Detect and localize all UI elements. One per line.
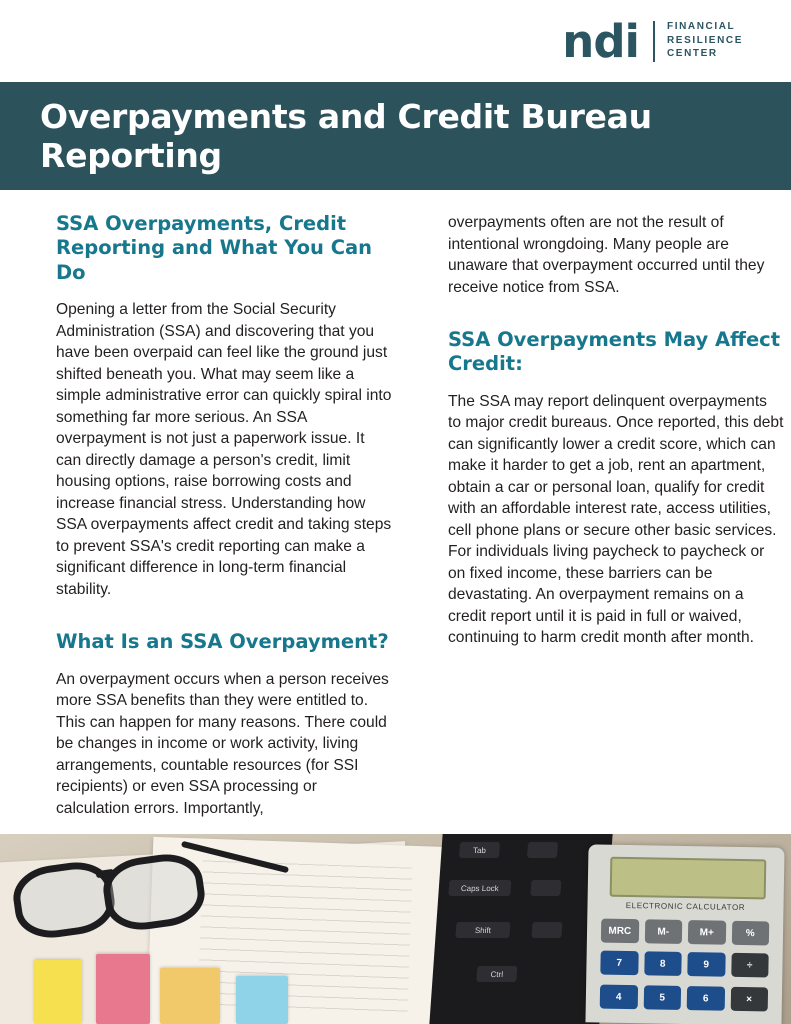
logo-tagline-line-3: CENTER (666, 48, 718, 60)
right-paragraph-1: overpayments often are not the result of intentional wrongdoing. Many people are unaware that overpayment occurred until they receive notice from SSA. (448, 214, 765, 296)
title-banner (0, 82, 791, 190)
keyboard-key-blank-1 (527, 842, 558, 858)
keyboard-key-blank-2 (530, 880, 561, 896)
calculator-row-3 (600, 985, 768, 1012)
sticky-note-pink (96, 954, 150, 1024)
sticky-note-yellow (34, 960, 82, 1024)
article-body (0, 190, 791, 819)
calculator-row-2 (600, 951, 768, 978)
logo-tagline-line-2: RESILIENCE (666, 34, 743, 46)
left-heading-1: SSA Overpayments, Credit Reporting and What You Can Do (56, 212, 373, 284)
calculator-key-multiply: × (730, 987, 768, 1012)
right-spacer (448, 316, 784, 328)
calculator-key-m-minus: M- (644, 919, 682, 944)
keyboard-key-caps-lock: Caps Lock (448, 880, 511, 896)
logo-wordmark: ndi (562, 14, 639, 68)
calculator-row-1 (601, 919, 769, 946)
printed-lines (197, 860, 412, 1017)
keyboard-key-shift: Shift (455, 922, 510, 938)
logo-tagline (655, 19, 743, 64)
calculator (585, 844, 784, 1024)
calculator-brand-label: ELECTRONIC CALCULATOR (625, 900, 746, 913)
calculator-key-7: 7 (600, 951, 638, 976)
left-paragraph-1: Opening a letter from the Social Security Administration (SSA) and discovering that you have been overpaid can feel like the ground just shifted beneath you. What may seem like a simple administrative error can quickly spiral into something far more serious. An SSA overpayment is not just a paperwork issue. It can directly damage a person's credit, limit housing options, raise borrowing costs and increase financial stress. Understanding how SSA overpayments affect credit and taking steps to prevent SSA's credit reporting can make a significant difference in long-term financial stability. (56, 301, 392, 598)
desk-photo (0, 834, 791, 1024)
calculator-display (610, 857, 767, 900)
calculator-key-divide: ÷ (731, 953, 769, 978)
calculator-key-6: 6 (687, 986, 725, 1011)
calculator-key-percent: % (731, 921, 769, 946)
sticky-note-blue (236, 976, 288, 1024)
calculator-key-m-plus: M+ (688, 920, 726, 945)
right-paragraph-2: The SSA may report delinquent overpayments to major credit bureaus. Once reported, this debt can significantly lower a credit score, which can make it harder to get a job, rent an apartment, obtain a car or personal loan, qualify for credit with an affordable interest rate, access utilities, cell phone plans or secure other basic services. For individuals living paycheck to paycheck or on fixed income, these barriers can be devastating. An overpayment remains on a credit report until it is paid in full or waived, continuing to harm credit month after month. (448, 392, 784, 647)
ndi-logo (562, 14, 743, 68)
logo-tagline-line-1: FINANCIAL (666, 21, 736, 33)
left-spacer (56, 618, 392, 630)
right-heading-1: SSA Overpayments May Affect Credit: (448, 328, 781, 376)
left-paragraph-2: An overpayment occurs when a person receives more SSA benefits than they were entitled to. This can happen for many reasons. There could be changes in income or work activity, living arrangements, countable resources (for SSI recipients) or even SSA processing or calculation errors. Importantly, (56, 670, 389, 817)
left-heading-2: What Is an SSA Overpayment? (56, 630, 389, 654)
calculator-key-9: 9 (687, 952, 725, 977)
keyboard-key-ctrl: Ctrl (476, 966, 517, 982)
calculator-key-8: 8 (644, 951, 682, 976)
right-column (448, 212, 784, 819)
keyboard-key-tab: Tab (459, 842, 500, 858)
calculator-key-4: 4 (600, 985, 638, 1010)
left-column (56, 212, 392, 819)
logo-strip (0, 0, 791, 82)
calculator-key-mrc: MRC (601, 919, 639, 944)
keyboard-key-blank-3 (531, 922, 562, 938)
calculator-key-5: 5 (643, 985, 681, 1010)
sticky-note-orange (160, 968, 220, 1024)
page-title: Overpayments and Credit Bureau Reporting (40, 97, 652, 175)
